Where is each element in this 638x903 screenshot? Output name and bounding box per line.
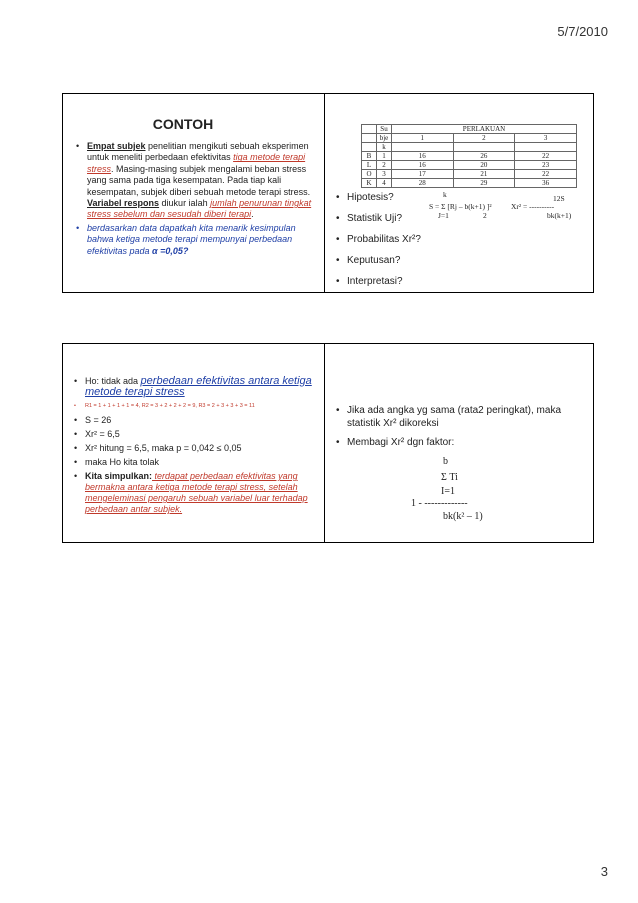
bullet-s: • S = 26 bbox=[73, 415, 328, 426]
table-cell: 3 bbox=[515, 134, 577, 143]
text-segment: penelitian mengikuti sebuah eksperimen untuk meneliti perbedaan efektivitas bbox=[87, 141, 309, 163]
table-cell: 22 bbox=[515, 152, 577, 161]
bullet-xr-hitung: • Xr² hitung = 6,5, maka p = 0,042 ≤ 0,05 bbox=[73, 443, 328, 454]
table-cell: k bbox=[377, 143, 392, 152]
text-segment: . Masing-masing subjek mengalami beban stress yang sama pada tiga kesempatan. Pada tiap kali kesempatan, subjek diberi sebuah metode terapi stress. bbox=[87, 163, 311, 197]
term-empat-subjek: Empat subjek bbox=[87, 141, 146, 151]
text-segment: diukur ialah bbox=[159, 198, 211, 209]
table-cell: B bbox=[362, 152, 377, 161]
table-cell: K bbox=[362, 179, 377, 188]
formula-denom: bk(k+1) bbox=[547, 211, 572, 220]
term-tiga-metode: tiga metode terapi stress bbox=[87, 152, 306, 174]
bullet-ho-tolak: • maka Ho kita tolak bbox=[73, 457, 328, 468]
table-cell: 3 bbox=[377, 170, 392, 179]
formula-xr-line: Xr² = ---------- bbox=[511, 202, 555, 211]
page-number: 3 bbox=[600, 864, 608, 879]
formula-12s: 12S bbox=[553, 194, 565, 203]
formula-j1: J=1 bbox=[438, 211, 449, 220]
slide-title: CONTOH bbox=[152, 116, 214, 132]
table-cell: bje bbox=[377, 134, 392, 143]
bullet-faktor: • Membagi Xr² dgn faktor: bbox=[335, 436, 585, 449]
bullet-list bbox=[73, 376, 328, 518]
slide-contoh bbox=[62, 93, 332, 293]
bullet-interpretasi: • Interpretasi? bbox=[335, 272, 585, 291]
bullet-list bbox=[335, 404, 585, 455]
term-perbedaan: perbedaan efektivitas antara ketiga metode terapi stress bbox=[85, 375, 312, 398]
slide-koreksi bbox=[324, 343, 594, 543]
table-row bbox=[362, 170, 577, 179]
formula-line: 1 - ------------- bbox=[411, 498, 468, 509]
formula-i1: I=1 bbox=[441, 486, 455, 497]
table-cell: 23 bbox=[515, 161, 577, 170]
bullet-ho bbox=[73, 376, 328, 398]
text-segment: Ho: tidak ada bbox=[85, 376, 141, 386]
table-cell: 28 bbox=[392, 179, 454, 188]
table-cell: 1 bbox=[377, 152, 392, 161]
table-header: PERLAKUAN bbox=[392, 125, 577, 134]
table-cell bbox=[392, 143, 454, 152]
table-cell: 2 bbox=[377, 161, 392, 170]
table-cell: 16 bbox=[392, 152, 454, 161]
term-kita-simpulkan: Kita simpulkan: bbox=[85, 471, 153, 481]
table-cell: Su bbox=[377, 125, 392, 134]
table-cell bbox=[362, 125, 377, 134]
bullet-ranks: • R1 = 1 + 1 + 1 + 1 = 4, R2 = 3 + 2 + 2 + 2 = 9, R3 = 2 + 3 + 3 + 3 = 11 bbox=[73, 401, 328, 412]
table-cell bbox=[362, 134, 377, 143]
slide-perlakuan bbox=[324, 93, 594, 293]
formula-s-line: S = Σ [Rj – b(k+1) ]² bbox=[429, 202, 492, 211]
bullet-kesimpulan bbox=[73, 471, 328, 515]
text-kesimpulan: terdapat perbedaan efektivitas yang bermakna antara ketiga metode terapi stress, setelah mengeleminasi pengaruh sebuah variabel luar terhadap perbedaan antar subjek. bbox=[85, 471, 308, 514]
formula-sum: Σ Ti bbox=[441, 472, 458, 483]
bullet-hipotesis: • Hipotesis? bbox=[335, 188, 585, 207]
formula-two: 2 bbox=[483, 211, 487, 220]
term-jumlah-penurunan: jumlah penurunan tingkat stress sebelum dan sesudah diberi terapi bbox=[87, 198, 312, 220]
table-row bbox=[362, 179, 577, 188]
text-segment: . bbox=[251, 209, 254, 220]
table-cell: 4 bbox=[377, 179, 392, 188]
bullet-koreksi: • Jika ada angka yg sama (rata2 peringkat), maka statistik Xr² dikoreksi bbox=[335, 404, 585, 430]
page-date: 5/7/2010 bbox=[557, 24, 608, 39]
table-cell: 26 bbox=[453, 152, 515, 161]
table-row bbox=[362, 152, 577, 161]
table-cell: 20 bbox=[453, 161, 515, 170]
alpha-value: α =0,05? bbox=[152, 245, 189, 256]
table-cell: L bbox=[362, 161, 377, 170]
table-cell: 22 bbox=[515, 170, 577, 179]
table-cell: 36 bbox=[515, 179, 577, 188]
table-cell bbox=[362, 143, 377, 152]
table-cell bbox=[515, 143, 577, 152]
bullet-statistik-uji: • Statistik Uji? bbox=[335, 209, 585, 228]
formula-b: b bbox=[443, 456, 448, 467]
text-segment: berdasarkan data dapatkah kita menarik kesimpulan bahwa ketiga metode terapi mempunyai perbedaan efektivitas pada bbox=[87, 222, 296, 256]
formula-k: k bbox=[443, 190, 447, 199]
table-cell: 17 bbox=[392, 170, 454, 179]
table-cell: 16 bbox=[392, 161, 454, 170]
bullet-keputusan: • Keputusan? bbox=[335, 251, 585, 270]
table-cell: 1 bbox=[392, 134, 454, 143]
slide-hasil bbox=[62, 343, 332, 543]
table-row bbox=[362, 161, 577, 170]
table-cell: 2 bbox=[453, 134, 515, 143]
table-cell bbox=[453, 143, 515, 152]
bullet-list bbox=[75, 141, 320, 259]
table-cell: 29 bbox=[453, 179, 515, 188]
table-cell: O bbox=[362, 170, 377, 179]
bullet-description bbox=[75, 141, 320, 221]
formula-denominator: bk(k² – 1) bbox=[443, 511, 483, 522]
bullet-question bbox=[75, 223, 320, 257]
table-cell: 21 bbox=[453, 170, 515, 179]
data-table bbox=[361, 124, 577, 188]
bullet-probabilitas: • Probabilitas Xr²? bbox=[335, 230, 585, 249]
bullet-xr: • Xr² = 6,5 bbox=[73, 429, 328, 440]
term-variabel-respons: Variabel respons bbox=[87, 198, 160, 209]
